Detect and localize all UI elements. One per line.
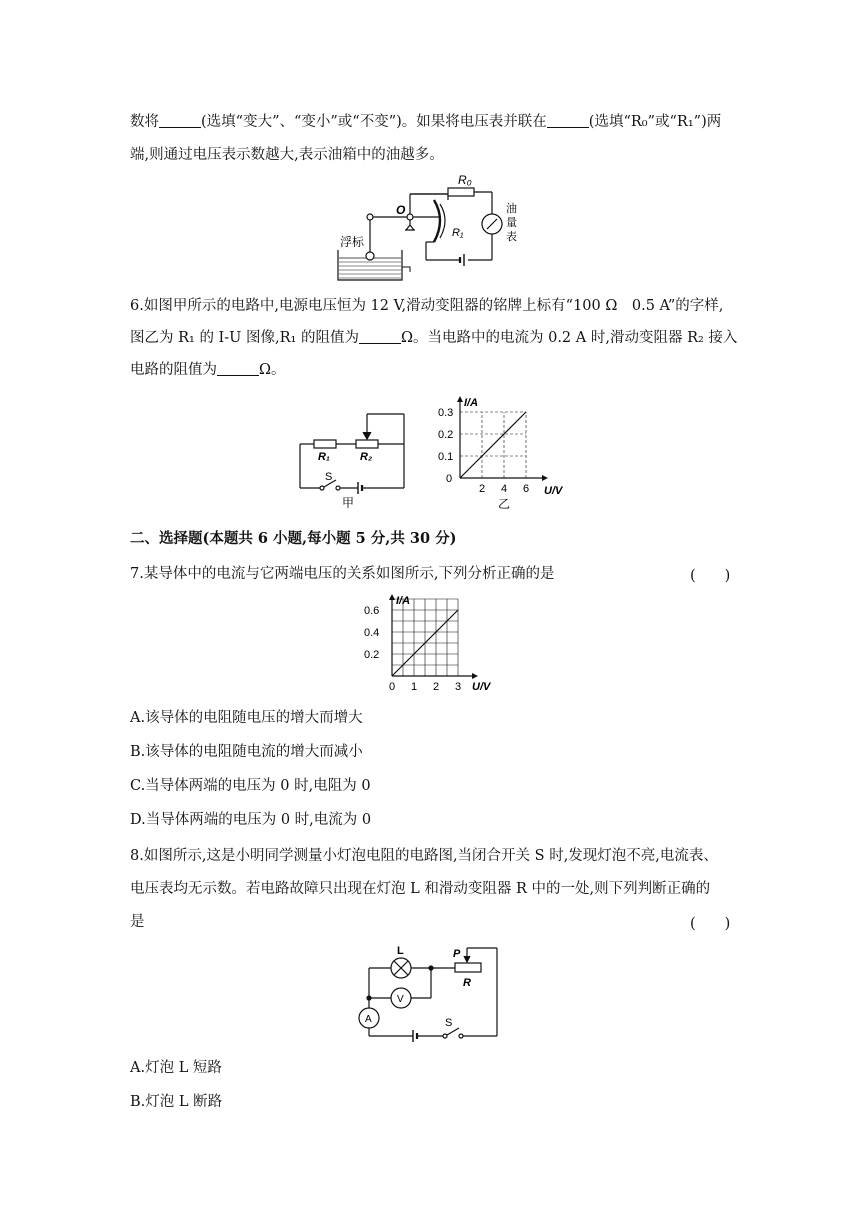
q7-option-b: B.该导体的电阻随电流的增大而减小 — [130, 744, 363, 760]
y-axis-arrow — [457, 396, 463, 402]
q8-circuit-figure — [355, 942, 505, 1046]
q8-line-1: 8.如图所示,这是小明同学测量小灯泡电阻的电路图,当闭合开关 S 时,发现灯泡不亮,电流表、 — [130, 848, 718, 864]
q8-option-a: A.灯泡 L 短路 — [130, 1060, 222, 1076]
q6-iu-graph-yi — [436, 394, 566, 512]
answer-blank — [217, 361, 259, 376]
x-axis-arrow — [542, 475, 548, 481]
label-s: S — [445, 1017, 453, 1029]
label-r: R — [463, 977, 471, 989]
x-tick-label: 6 — [523, 483, 530, 495]
q7-answer-paren: ( ) — [690, 568, 731, 584]
answer-blank — [159, 113, 201, 128]
pivot-o — [407, 214, 413, 220]
q8-answer-paren: ( ) — [690, 916, 731, 932]
y-axis-label: I/A — [464, 397, 479, 409]
label-meter-2: 量 — [506, 217, 517, 229]
label-a: A — [365, 1014, 372, 1025]
y-tick-label: 0.6 — [364, 605, 380, 617]
series-line — [460, 412, 526, 478]
y-axis-label: I/A — [396, 595, 411, 607]
q5-text-a: 数将 — [130, 114, 159, 130]
x-tick-label: 3 — [455, 681, 462, 693]
r1-resistor — [314, 440, 336, 448]
label-meter-1: 油 — [506, 203, 517, 215]
x-tick-label: 0 — [389, 681, 396, 693]
q6-line-2 — [130, 328, 737, 348]
q7-iu-graph — [360, 590, 500, 694]
label-float: 浮标 — [340, 235, 365, 249]
q8-line-3: 是 — [130, 914, 145, 930]
q8-line-2: 电压表均无示数。若电路故障只出现在灯泡 L 和滑动变阻器 R 中的一处,则下列判断正确的 — [130, 881, 711, 897]
y-axis-arrow — [389, 594, 395, 600]
label-s: S — [325, 471, 333, 483]
answer-blank — [547, 113, 589, 128]
q6-text-d: Ω。 — [259, 362, 286, 378]
y-tick-label: 0.1 — [438, 451, 454, 463]
rheostat-r — [455, 963, 481, 972]
label-p: P — [453, 948, 461, 960]
q7-option-a: A.该导体的电阻随电压的增大而增大 — [130, 710, 363, 726]
answer-blank — [359, 329, 401, 344]
q6-line-3 — [130, 360, 286, 380]
caption-yi: 乙 — [498, 497, 511, 511]
q5-line-2: 端,则通过电压表示数越大,表示油箱中的油越多。 — [130, 147, 444, 163]
q6-line-1: 6.如图甲所示的电路中,电源电压恒为 12 V,滑动变阻器的铭牌上标有“100 Ω 0.5 A”的字样, — [130, 298, 724, 314]
x-tick-label: 4 — [501, 483, 508, 495]
label-v: V — [397, 994, 404, 1005]
label-r2: R₂ — [360, 451, 373, 463]
q7-option-c: C.当导体两端的电压为 0 时,电阻为 0 — [130, 778, 371, 794]
q7-option-d: D.当导体两端的电压为 0 时,电流为 0 — [130, 812, 372, 828]
q6-text-b: Ω。当电路中的电流为 0.2 A 时,滑动变阻器 R₂ 接入 — [400, 330, 738, 346]
q5-text-c: (选填“R₀”或“R₁”)两 — [588, 114, 722, 130]
q6-circuit-jia — [298, 410, 410, 510]
r0-resistor — [448, 188, 474, 196]
label-r1: R₁ — [318, 451, 330, 463]
r2-rheostat — [356, 440, 378, 448]
q6-text-c: 电路的阻值为 — [130, 362, 217, 378]
y-tick-label: 0.4 — [364, 627, 380, 639]
q6-text-a: 图乙为 R₁ 的 I-U 图像,R₁ 的阻值为 — [130, 330, 359, 346]
switch-s — [447, 1028, 459, 1035]
x-tick-label: 2 — [433, 681, 440, 693]
x-axis-label: U/V — [472, 681, 491, 693]
label-o: O — [396, 203, 406, 217]
label-l: L — [397, 945, 404, 957]
x-tick-label: 1 — [411, 681, 418, 693]
label-meter-3: 表 — [506, 231, 517, 243]
y-tick-label: 0.2 — [438, 429, 454, 441]
y-tick-label: 0.2 — [364, 649, 380, 661]
origin-label: 0 — [446, 473, 453, 485]
q5-oil-gauge-figure — [330, 172, 530, 287]
q5-text-b: (选填“变大”、“变小”或“不变”)。如果将电压表并联在 — [201, 114, 547, 130]
q8-option-b: B.灯泡 L 断路 — [130, 1094, 223, 1110]
label-r0: R₀ — [458, 173, 472, 187]
y-tick-label: 0.3 — [438, 407, 454, 419]
x-tick-label: 2 — [479, 483, 486, 495]
section-heading: 二、选择题(本题共 6 小题,每小题 5 分,共 30 分) — [130, 530, 457, 547]
x-axis-arrow — [472, 673, 478, 679]
float — [366, 252, 374, 260]
x-axis-label: U/V — [544, 485, 563, 497]
r1-arc-resistor — [434, 200, 440, 242]
caption-jia: 甲 — [342, 496, 355, 510]
q7-stem: 7.某导体中的电流与它两端电压的关系如图所示,下列分析正确的是 — [130, 566, 555, 582]
q5-line-1 — [130, 112, 721, 132]
label-r1: R₁ — [452, 227, 464, 239]
